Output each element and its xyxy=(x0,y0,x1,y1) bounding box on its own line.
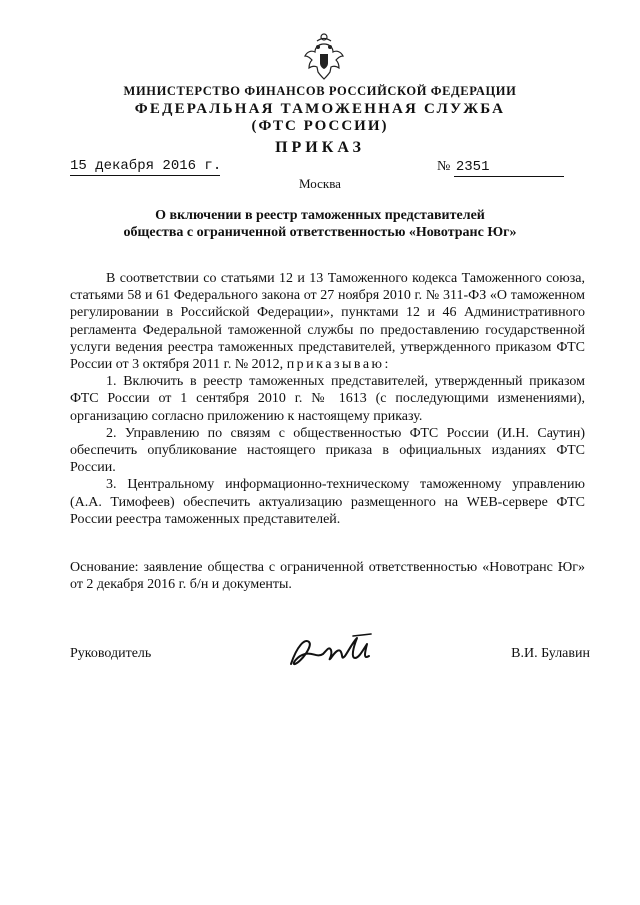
document-body xyxy=(70,270,585,528)
order-word: приказываю: xyxy=(286,357,391,373)
number-sign: № xyxy=(437,159,451,174)
intro-text: В соответствии со статьями 12 и 13 Таможенного кодекса Таможенного союза, статьями 58 и 61 Федерального закона от 27 ноября 2010 г. № 311-ФЗ «О таможенном регулировании в Российской Федерации», пунктами 12 и 46 Административного регламента Федеральной таможенной службы по предоставлению государственной услуги ведения реестра таможенных представителей, утвержденного приказом ФТС России от 3 октября 2011 г. № 2012, xyxy=(70,271,585,373)
order-date: 15 декабря 2016 г. xyxy=(70,158,222,174)
basis-text: Основание: заявление общества с ограниченной ответственностью «Новотранс Юг» от 2 декабря 2016 г. б/н и документы. xyxy=(70,560,585,593)
service-abbreviation: (ФТС РОССИИ) xyxy=(251,118,389,134)
order-number xyxy=(437,158,575,177)
order-item-1: 1. Включить в реестр таможенных представителей, утвержденный приказом ФТС России от 1 сентября 2010 г. № 1613 (с последующими изменениями), организацию согласно приложению к настоящему приказу. xyxy=(70,374,585,424)
document-title xyxy=(70,207,570,241)
number-value: 2351 xyxy=(454,159,564,177)
order-item-3: 3. Центральному информационно-техническому таможенному управлению (А.А. Тимофеев) обеспечить актуализацию размещенного на WEB-сервере ФТС России реестра таможенных представителей. xyxy=(70,477,585,527)
order-item-2: 2. Управлению по связям с общественностью ФТС России (И.Н. Саутин) обеспечить опубликование настоящего приказа в официальных изданиях ФТС России. xyxy=(70,425,585,476)
signer-role: Руководитель xyxy=(70,646,152,661)
document-type: ПРИКАЗ xyxy=(275,139,365,156)
title-line-1: О включении в реестр таможенных представителей xyxy=(155,208,485,223)
title-line-2: общества с ограниченной ответственностью «Новотранс Юг» xyxy=(123,225,517,240)
city: Москва xyxy=(299,176,341,191)
signer-name: В.И. Булавин xyxy=(511,646,590,661)
intro-paragraph xyxy=(70,270,585,373)
basis-section xyxy=(70,559,585,593)
coat-of-arms-icon xyxy=(303,32,345,82)
handwritten-signature xyxy=(283,628,383,676)
service-name: ФЕДЕРАЛЬНАЯ ТАМОЖЕННАЯ СЛУЖБА xyxy=(134,101,506,117)
ministry-name: МИНИСТЕРСТВО ФИНАНСОВ РОССИЙСКОЙ ФЕДЕРАЦИИ xyxy=(123,84,517,98)
